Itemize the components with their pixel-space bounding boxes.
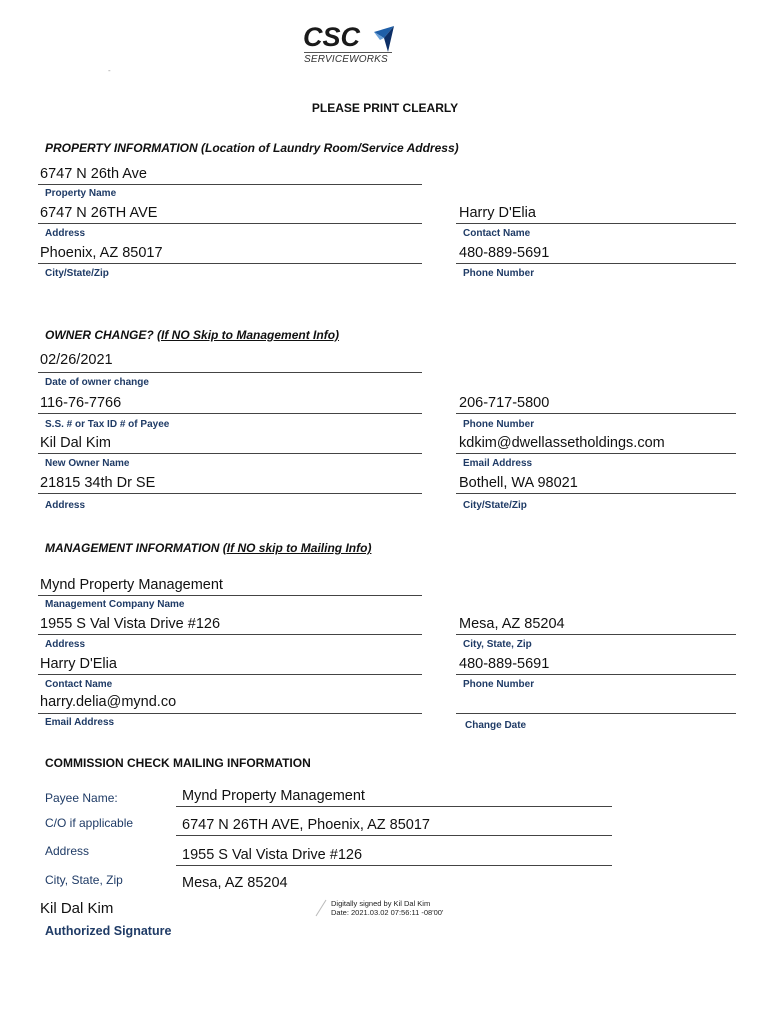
property-contact-value[interactable]: Harry D'Elia [459,205,536,221]
digital-signature-note [331,899,443,917]
property-phone-value[interactable]: 480-889-5691 [459,245,550,261]
management-company-label: Management Company Name [45,599,185,610]
management-company-line [38,595,422,596]
management-email-value[interactable]: harry.delia@mynd.co [40,694,177,710]
property-csz-value[interactable]: Phoenix, AZ 85017 [40,245,163,261]
mailing-address-value[interactable]: 1955 S Val Vista Drive #126 [182,847,363,863]
mailing-co-line [176,835,612,836]
owner-name-line [38,453,422,454]
owner-name-label: New Owner Name [45,458,130,469]
mailing-payee-value[interactable]: Mynd Property Management [182,788,365,804]
owner-email-value[interactable]: kdkim@dwellassetholdings.com [459,435,665,451]
owner-email-label: Email Address [463,458,533,469]
signature-name[interactable]: Kil Dal Kim [40,900,114,917]
property-name-line [38,184,422,185]
management-address-line [38,634,422,635]
management-email-line [38,713,422,714]
owner-address-value[interactable]: 21815 34th Dr SE [40,475,156,491]
mailing-address-label: Address [45,844,90,858]
brand-logo-text: CSC [303,22,361,52]
mailing-heading: COMMISSION CHECK MAILING INFORMATION [45,756,311,770]
mailing-csz-label: City, State, Zip [45,873,123,887]
property-address-value[interactable]: 6747 N 26TH AVE [40,205,158,221]
property-phone-line [456,263,736,264]
management-csz-label: City, State, Zip [463,639,532,650]
owner-address-label: Address [45,500,86,511]
management-phone-value[interactable]: 480-889-5691 [459,656,550,672]
management-phone-label: Phone Number [463,679,535,690]
owner-address-line [38,493,422,494]
owner-phone-value[interactable]: 206-717-5800 [459,395,550,411]
owner-ssn-line [38,413,422,414]
management-heading [45,541,371,555]
mailing-co-label: C/O if applicable [45,816,134,830]
property-heading: PROPERTY INFORMATION (Location of Laundry Room/Service Address) [45,141,459,155]
management-contact-line [38,674,422,675]
property-csz-label: City/State/Zip [45,268,109,279]
brand-logo-subtitle: SERVICEWORKS [304,54,388,65]
owner-phone-line [456,413,736,414]
owner-date-label: Date of owner change [45,377,149,388]
logo-divider [304,52,392,53]
property-address-label: Address [45,228,86,239]
property-phone-label: Phone Number [463,268,535,279]
owner-date-line [38,372,422,373]
owner-heading-note: (If NO Skip to Management Info) [157,328,340,342]
owner-heading [45,328,339,342]
authorized-signature-label: Authorized Signature [45,924,172,938]
owner-csz-line [456,493,736,494]
property-contact-line [456,223,736,224]
property-name-value[interactable]: 6747 N 26th Ave [40,166,147,182]
owner-heading-main: OWNER CHANGE? [45,328,154,342]
property-name-label: Property Name [45,188,117,199]
mailing-co-value[interactable]: 6747 N 26TH AVE, Phoenix, AZ 85017 [182,817,431,833]
management-contact-value[interactable]: Harry D'Elia [40,656,117,672]
property-address-line [38,223,422,224]
brand-logo-icon [372,24,396,54]
owner-ssn-value[interactable]: 116-76-7766 [40,395,122,411]
page-title: PLEASE PRINT CLEARLY [311,101,459,115]
management-address-value[interactable]: 1955 S Val Vista Drive #126 [40,616,221,632]
mailing-payee-line [176,806,612,807]
owner-date-value[interactable]: 02/26/2021 [40,352,113,368]
signature-check-icon [314,898,328,918]
management-company-value[interactable]: Mynd Property Management [40,577,223,593]
digital-signature-line2: Date: 2021.03.02 07:56:11 -08'00' [331,908,444,917]
owner-phone-label: Phone Number [463,419,535,430]
owner-csz-value[interactable]: Bothell, WA 98021 [459,475,578,491]
management-change-date-label: Change Date [465,720,527,731]
owner-email-line [456,453,736,454]
mailing-address-line [176,865,612,866]
management-heading-note: (If NO skip to Mailing Info) [222,541,372,555]
management-phone-line [456,674,736,675]
management-email-label: Email Address [45,717,115,728]
stray-mark: - [108,66,111,75]
management-heading-main: MANAGEMENT INFORMATION [45,541,220,555]
owner-name-value[interactable]: Kil Dal Kim [40,435,111,451]
management-csz-line [456,634,736,635]
management-change-date-line[interactable] [456,713,736,714]
management-csz-value[interactable]: Mesa, AZ 85204 [459,616,565,632]
digital-signature-line1: Digitally signed by Kil Dal Kim [331,899,431,908]
owner-ssn-label: S.S. # or Tax ID # of Payee [45,419,170,430]
management-contact-label: Contact Name [45,679,113,690]
mailing-payee-label: Payee Name: [45,791,118,805]
mailing-csz-value[interactable]: Mesa, AZ 85204 [182,875,288,891]
management-address-label: Address [45,639,86,650]
property-csz-line [38,263,422,264]
property-contact-label: Contact Name [463,228,531,239]
owner-csz-label: City/State/Zip [463,500,527,511]
